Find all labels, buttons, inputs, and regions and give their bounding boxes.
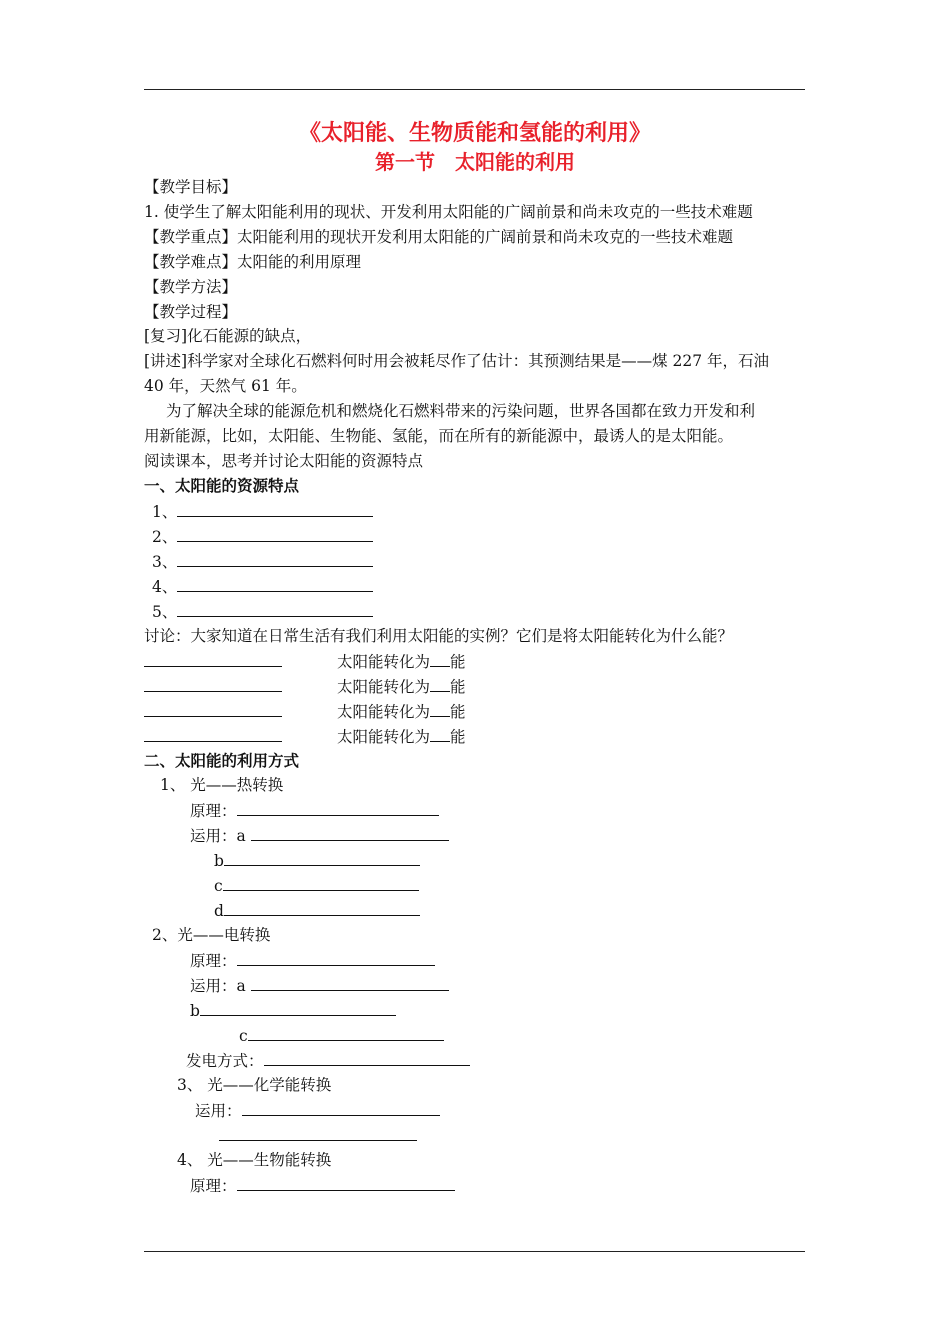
item-number: 4、	[152, 578, 178, 596]
principle-label: 原理：	[190, 1177, 237, 1195]
item-number: 1、	[152, 503, 178, 521]
section-1-heading: 一、太阳能的资源特点	[144, 477, 300, 495]
use-row	[190, 975, 449, 996]
answer-blank[interactable]	[177, 551, 373, 567]
energy-blank[interactable]	[430, 701, 450, 717]
example-blank[interactable]	[144, 676, 282, 692]
use-label: 运用：	[195, 1102, 242, 1120]
answer-blank[interactable]	[177, 576, 373, 592]
power-mode-label: 发电方式：	[186, 1052, 264, 1070]
use-row	[214, 875, 419, 896]
item-number: 3、	[152, 553, 178, 571]
subsection-4: 4、 光——生物能转换	[177, 1151, 332, 1169]
use-row	[190, 1000, 396, 1021]
energy-blank[interactable]	[430, 651, 450, 667]
use-blank[interactable]	[251, 825, 449, 841]
conversion-text: 太阳能转化为	[337, 728, 431, 746]
use-row	[195, 1100, 440, 1121]
doc-title: 《太阳能、生物质能和氢能的利用》	[298, 121, 651, 146]
conversion-text: 太阳能转化为	[337, 703, 431, 721]
example-blank[interactable]	[144, 651, 282, 667]
lecture-line-1: [讲述]科学家对全球化石燃料何时用会被耗尽作了估计：其预测结果是——煤 227 年，石油	[144, 352, 770, 370]
subsection-1: 1、 光——热转换	[160, 776, 284, 794]
goal-item-1: 1. 使学生了解太阳能利用的现状、开发利用太阳能的广阔前景和尚未攻克的一些技术难题	[144, 203, 753, 221]
principle-row	[190, 800, 439, 821]
principle-blank[interactable]	[237, 800, 439, 816]
goal-heading: 【教学目标】	[144, 178, 238, 196]
use-letter: b	[214, 852, 224, 870]
use-blank[interactable]	[219, 1125, 417, 1141]
energy-blank[interactable]	[430, 676, 450, 692]
conversion-suffix: 能	[450, 653, 466, 671]
energy-blank[interactable]	[430, 726, 450, 742]
difficulty: 【教学难点】太阳能的利用原理	[144, 253, 362, 271]
use-blank[interactable]	[223, 875, 419, 891]
conversion-row	[144, 701, 282, 722]
conversion-row	[144, 726, 282, 747]
conversion-label	[337, 726, 466, 747]
example-blank[interactable]	[144, 726, 282, 742]
conversion-suffix: 能	[450, 678, 466, 696]
example-blank[interactable]	[144, 701, 282, 717]
conversion-suffix: 能	[450, 703, 466, 721]
use-row	[214, 850, 420, 871]
process-heading: 【教学过程】	[144, 303, 238, 321]
principle-blank[interactable]	[237, 950, 435, 966]
use-row	[190, 825, 449, 846]
use-label: 运用：a	[190, 827, 251, 845]
conversion-row	[144, 651, 282, 672]
item-number: 5、	[152, 603, 178, 621]
principle-blank[interactable]	[237, 1175, 455, 1191]
power-mode-blank[interactable]	[264, 1050, 470, 1066]
list-item	[152, 501, 373, 522]
list-item	[152, 551, 373, 572]
subsection-2: 2、光——电转换	[152, 926, 271, 944]
use-blank[interactable]	[251, 975, 449, 991]
answer-blank[interactable]	[177, 526, 373, 542]
use-letter: c	[214, 877, 223, 895]
use-row	[219, 1125, 417, 1146]
paragraph-line-2: 用新能源，比如，太阳能、生物能、氢能，而在所有的新能源中，最诱人的是太阳能。	[144, 427, 734, 445]
use-letter: d	[214, 902, 224, 920]
paragraph-line-1: 为了解决全球的能源危机和燃烧化石燃料带来的污染问题，世界各国都在致力开发和利	[166, 402, 756, 420]
use-blank[interactable]	[224, 900, 420, 916]
answer-blank[interactable]	[177, 501, 373, 517]
use-row	[239, 1025, 444, 1046]
list-item	[152, 526, 373, 547]
principle-row	[190, 950, 435, 971]
lecture-line-2: 40 年，天然气 61 年。	[144, 377, 307, 395]
list-item	[152, 601, 373, 622]
conversion-text: 太阳能转化为	[337, 653, 431, 671]
conversion-label	[337, 676, 466, 697]
list-item	[152, 576, 373, 597]
item-number: 2、	[152, 528, 178, 546]
use-letter: b	[190, 1002, 200, 1020]
use-blank[interactable]	[248, 1025, 444, 1041]
conversion-text: 太阳能转化为	[337, 678, 431, 696]
use-label: 运用：a	[190, 977, 251, 995]
review-line: [复习]化石能源的缺点，	[144, 327, 312, 345]
discussion-prompt: 讨论：大家知道在日常生活有我们利用太阳能的实例？它们是将太阳能转化为什么能？	[144, 627, 734, 645]
header-rule	[144, 89, 805, 90]
conversion-row	[144, 676, 282, 697]
subsection-3: 3、 光——化学能转换	[177, 1076, 332, 1094]
use-blank[interactable]	[224, 850, 420, 866]
section-subtitle: 第一节 太阳能的利用	[375, 150, 575, 174]
conversion-label	[337, 651, 466, 672]
power-mode-row	[186, 1050, 470, 1071]
principle-label: 原理：	[190, 802, 237, 820]
principle-label: 原理：	[190, 952, 237, 970]
method-heading: 【教学方法】	[144, 278, 238, 296]
use-row	[214, 900, 420, 921]
footer-rule	[144, 1251, 805, 1252]
section-2-heading: 二、太阳能的利用方式	[144, 752, 300, 770]
conversion-suffix: 能	[450, 728, 466, 746]
conversion-label	[337, 701, 466, 722]
reading-prompt: 阅读课本，思考并讨论太阳能的资源特点	[144, 452, 424, 470]
use-blank[interactable]	[200, 1000, 396, 1016]
answer-blank[interactable]	[177, 601, 373, 617]
use-blank[interactable]	[242, 1100, 440, 1116]
use-letter: c	[239, 1027, 248, 1045]
principle-row	[190, 1175, 455, 1196]
key-point: 【教学重点】太阳能利用的现状开发利用太阳能的广阔前景和尚未攻克的一些技术难题	[144, 228, 734, 246]
